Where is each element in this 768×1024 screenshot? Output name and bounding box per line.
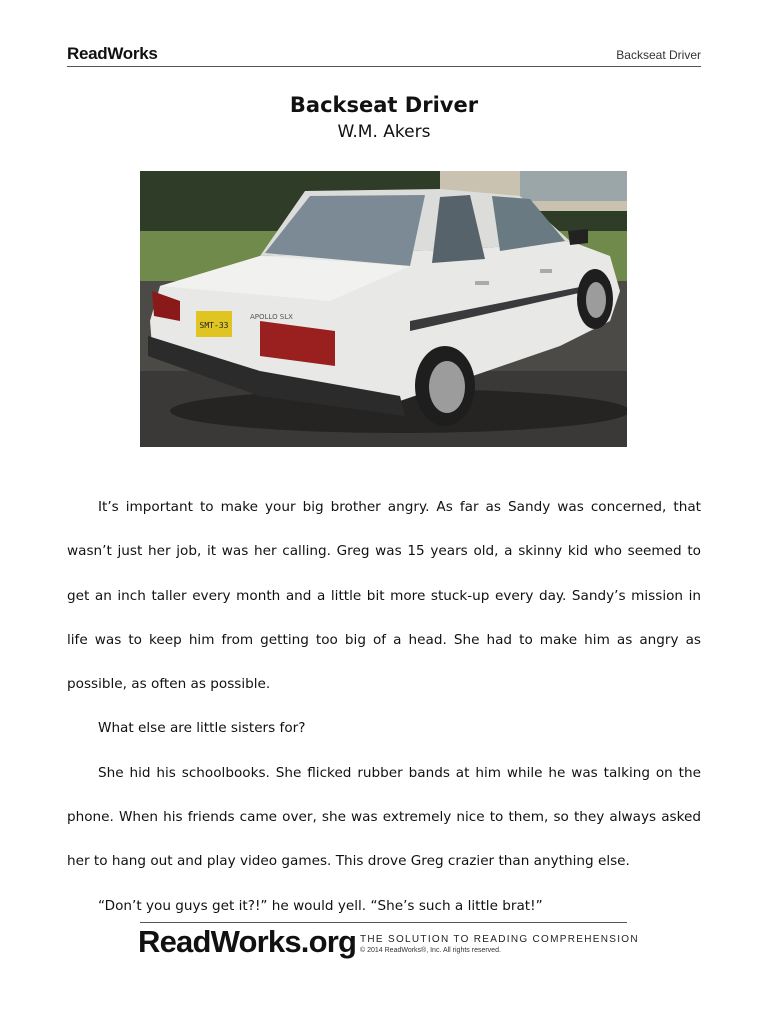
footer-brand-logo: ReadWorks.org (138, 924, 357, 959)
article-body (67, 485, 701, 928)
article-author: W.M. Akers (337, 122, 431, 142)
header-brand-logo: ReadWorks (67, 44, 158, 63)
page-header (67, 42, 701, 67)
footer-divider (140, 922, 627, 923)
car-badge-text: APOLLO SLX (250, 313, 293, 321)
running-title: Backseat Driver (616, 48, 701, 62)
footer-copyright: © 2014 ReadWorks®, Inc. All rights reserved. (360, 947, 501, 954)
paragraph: It’s important to make your big brother angry. As far as Sandy was concerned, that wasn’t just her job, it was her calling. Greg was 15 years old, a skinny kid who seemed to get an inch taller every month and a little bit more stuck-up every day. Sandy’s mission in life was to keep him from getting too big of a head. She had to make him as angry as possible, as often as possible. (67, 499, 701, 693)
article-title: Backseat Driver (289, 93, 479, 117)
car-photo (140, 171, 627, 447)
paragraph: What else are little sisters for? (98, 720, 306, 737)
paragraph: She hid his schoolbooks. She flicked rubber bands at him while he was talking on the phone. When his friends came over, she was extremely nice to them, so they always asked her to hang out and play video games. This drove Greg crazier than anything else. (67, 764, 701, 870)
footer-tagline: THE SOLUTION TO READING COMPREHENSION (360, 934, 639, 945)
license-plate-text: SMT-33 (199, 321, 229, 330)
paragraph: “Don’t you guys get it?!” he would yell. “She’s such a little brat!” (98, 897, 543, 914)
